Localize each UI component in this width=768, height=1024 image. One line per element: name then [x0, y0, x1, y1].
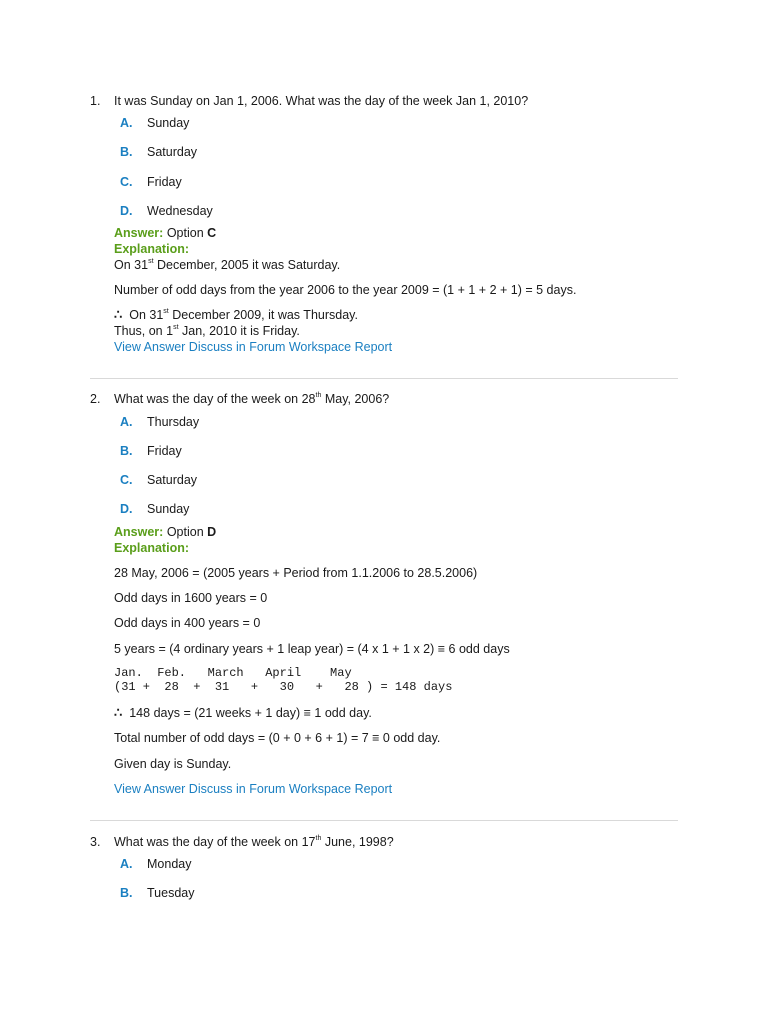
- question-text: [114, 834, 394, 850]
- answer-prefix: Option: [166, 525, 204, 539]
- option-text-a[interactable]: Sunday: [147, 116, 190, 130]
- question-text-part: What was the day of the week on 17: [114, 835, 316, 849]
- explanation-line: [114, 307, 358, 323]
- question-divider: [90, 820, 678, 821]
- explanation-line: Odd days in 1600 years = 0: [114, 591, 268, 605]
- explanation-text: 148 days = (21 weeks + 1 day) ≡ 1 odd day.: [129, 706, 372, 720]
- answer-label: Answer:: [114, 525, 164, 539]
- explanation-label: Explanation:: [114, 242, 190, 256]
- answer-line: [114, 225, 216, 241]
- option-letter-a[interactable]: A.: [120, 857, 133, 871]
- explanation-text: December 2009, it was Thursday.: [168, 308, 358, 322]
- ordinal-suffix: th: [315, 392, 322, 399]
- option-text-b[interactable]: Saturday: [147, 145, 198, 159]
- therefore-symbol: ∴: [114, 307, 123, 322]
- ordinal-suffix: st: [173, 324, 179, 331]
- explanation-text: Jan, 2010 it is Friday.: [178, 324, 300, 338]
- question-number: 1.: [90, 94, 101, 108]
- option-text-d[interactable]: Wednesday: [147, 204, 213, 218]
- option-letter-b[interactable]: B.: [120, 886, 133, 900]
- action-links[interactable]: View Answer Discuss in Forum Workspace Report: [114, 340, 393, 354]
- explanation-text: On 31: [129, 308, 164, 322]
- action-links[interactable]: View Answer Discuss in Forum Workspace Report: [114, 782, 393, 796]
- option-text-c[interactable]: Friday: [147, 175, 182, 189]
- answer-letter: D: [207, 525, 217, 539]
- explanation-line: Odd days in 400 years = 0: [114, 616, 261, 630]
- explanation-line: [114, 257, 340, 273]
- explanation-line: 5 years = (4 ordinary years + 1 leap year) = (4 x 1 + 1 x 2) ≡ 6 odd days: [114, 642, 510, 656]
- ordinal-suffix: th: [315, 835, 322, 842]
- option-text-a[interactable]: Monday: [147, 857, 192, 871]
- ordinal-suffix: st: [148, 258, 154, 265]
- option-letter-c[interactable]: C.: [120, 473, 133, 487]
- question-text: It was Sunday on Jan 1, 2006. What was the day of the week Jan 1, 2010?: [114, 94, 529, 108]
- answer-line: [114, 524, 216, 540]
- explanation-text: On 31: [114, 258, 149, 272]
- answer-label: Answer:: [114, 226, 164, 240]
- option-text-b[interactable]: Tuesday: [147, 886, 195, 900]
- answer-prefix: Option: [166, 226, 204, 240]
- option-text-c[interactable]: Saturday: [147, 473, 198, 487]
- explanation-line: [114, 323, 300, 339]
- explanation-line: [114, 705, 372, 721]
- option-letter-b[interactable]: B.: [120, 444, 133, 458]
- answer-letter: C: [207, 226, 217, 240]
- explanation-label: Explanation:: [114, 541, 190, 555]
- question-divider: [90, 378, 678, 379]
- option-text-d[interactable]: Sunday: [147, 502, 190, 516]
- month-header-row: Jan. Feb. March April May: [114, 666, 352, 680]
- ordinal-suffix: st: [163, 308, 169, 315]
- option-text-b[interactable]: Friday: [147, 444, 182, 458]
- question-text-part: May, 2006?: [321, 392, 390, 406]
- explanation-line: Given day is Sunday.: [114, 757, 232, 771]
- question-number: 2.: [90, 392, 101, 406]
- explanation-text: December, 2005 it was Saturday.: [153, 258, 341, 272]
- explanation-text: Thus, on 1: [114, 324, 174, 338]
- question-text-part: June, 1998?: [321, 835, 394, 849]
- question-number: 3.: [90, 835, 101, 849]
- therefore-symbol: ∴: [114, 705, 123, 720]
- explanation-line: Number of odd days from the year 2006 to the year 2009 = (1 + 1 + 2 + 1) = 5 days.: [114, 283, 577, 297]
- question-text-part: What was the day of the week on 28: [114, 392, 316, 406]
- option-letter-b[interactable]: B.: [120, 145, 133, 159]
- option-letter-d[interactable]: D.: [120, 204, 133, 218]
- option-letter-c[interactable]: C.: [120, 175, 133, 189]
- option-letter-a[interactable]: A.: [120, 415, 133, 429]
- explanation-line: Total number of odd days = (0 + 0 + 6 + 1) = 7 ≡ 0 odd day.: [114, 731, 441, 745]
- month-days-row: (31 + 28 + 31 + 30 + 28 ) = 148 days: [114, 680, 453, 694]
- explanation-line: 28 May, 2006 = (2005 years + Period from 1.1.2006 to 28.5.2006): [114, 566, 478, 580]
- option-letter-a[interactable]: A.: [120, 116, 133, 130]
- option-letter-d[interactable]: D.: [120, 502, 133, 516]
- option-text-a[interactable]: Thursday: [147, 415, 200, 429]
- question-text: [114, 391, 389, 407]
